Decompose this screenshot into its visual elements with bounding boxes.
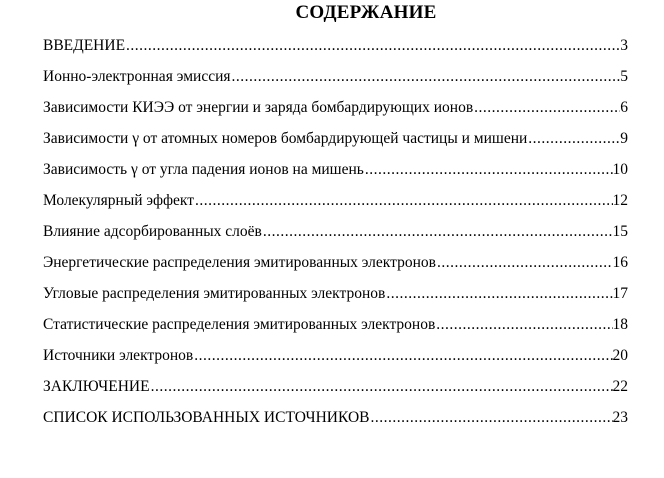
toc-entry[interactable]: [43, 345, 628, 376]
toc-entry-page: 10: [612, 161, 628, 178]
toc-entry[interactable]: [43, 128, 628, 159]
toc-entry-label: ЗАКЛЮЧЕНИЕ: [43, 378, 150, 395]
toc-entry[interactable]: [43, 252, 628, 283]
dot-leader: [194, 190, 613, 212]
toc-entry-page: 20: [612, 347, 628, 364]
dot-leader: [193, 345, 612, 367]
dot-leader: [369, 407, 612, 429]
toc-title: СОДЕРЖАНИЕ: [295, 2, 437, 23]
dot-leader: [473, 97, 620, 119]
dot-leader: [125, 35, 620, 57]
dot-leader: [231, 66, 621, 88]
toc-entry-label: Энергетические распределения эмитированных электронов: [43, 254, 436, 271]
toc-entry-label: Источники электронов: [43, 347, 194, 364]
toc-entry[interactable]: [43, 35, 628, 66]
toc-entry-label: ВВЕДЕНИЕ: [43, 37, 126, 54]
toc-entry[interactable]: [43, 283, 628, 314]
dot-leader: [364, 159, 613, 181]
toc-entry-label: Ионно-электронная эмиссия: [43, 68, 231, 85]
toc-entry-page: 6: [620, 99, 628, 116]
dot-leader: [527, 128, 620, 150]
toc-entry-label: Угловые распределения эмитированных электронов: [43, 285, 386, 302]
toc-list: [43, 35, 628, 438]
dot-leader: [435, 314, 612, 336]
dot-leader: [436, 252, 613, 274]
toc-entry[interactable]: [43, 407, 628, 438]
toc-entry-page: 22: [612, 378, 628, 395]
toc-entry-page: 9: [620, 130, 628, 147]
toc-entry[interactable]: [43, 190, 628, 221]
toc-entry-page: 5: [620, 68, 628, 85]
toc-entry-label: Молекулярный эффект: [43, 192, 194, 209]
toc-entry-label: Влияние адсорбированных слоёв: [43, 223, 262, 240]
dot-leader: [262, 221, 613, 243]
toc-entry-label: Зависимости КИЭЭ от энергии и заряда бомбардирующих ионов: [43, 99, 474, 116]
toc-entry-page: 16: [612, 254, 628, 271]
toc-entry[interactable]: [43, 221, 628, 252]
toc-entry[interactable]: [43, 376, 628, 407]
toc-entry[interactable]: [43, 66, 628, 97]
toc-entry-label: СПИСОК ИСПОЛЬЗОВАННЫХ ИСТОЧНИКОВ: [43, 409, 370, 426]
toc-entry[interactable]: [43, 159, 628, 190]
toc-entry-page: 15: [612, 223, 628, 240]
toc-entry-page: 18: [612, 316, 628, 333]
toc-entry-label: Статистические распределения эмитированных электронов: [43, 316, 436, 333]
toc-entry-page: 12: [612, 192, 628, 209]
dot-leader: [385, 283, 612, 305]
toc-entry-page: 23: [612, 409, 628, 426]
toc-entry-page: 3: [620, 37, 628, 54]
toc-entry[interactable]: [43, 314, 628, 345]
toc-entry[interactable]: [43, 97, 628, 128]
toc-entry-label: Зависимость γ от угла падения ионов на мишень: [43, 161, 364, 178]
toc-entry-label: Зависимости γ от атомных номеров бомбардирующей частицы и мишени: [43, 130, 528, 147]
dot-leader: [150, 376, 613, 398]
toc-entry-page: 17: [612, 285, 628, 302]
